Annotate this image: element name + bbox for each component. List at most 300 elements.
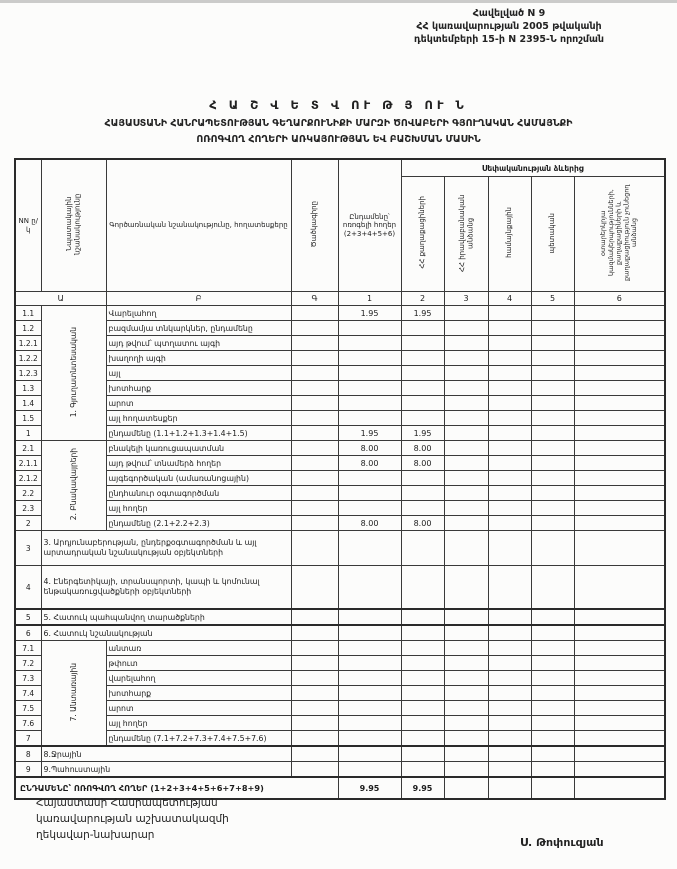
cell-c6 [574,486,665,501]
cell-code [291,731,338,747]
cell-c4 [488,777,531,799]
cell-c6 [574,411,665,426]
table-row [15,471,665,486]
cell-c3 [444,486,488,501]
cell-c5 [531,656,574,671]
cell-c6 [574,351,665,366]
col-letter-b: Բ [106,292,291,306]
header-nn: NN ը/կ [15,159,41,292]
cell-c5 [531,411,574,426]
cell-c6 [574,336,665,351]
appendix-line-1: Հավելված N 9 [472,8,546,19]
row-label: ընդամենը (1.1+1.2+1.3+1.4+1.5) [106,426,291,441]
table-row-subtotal [15,516,665,531]
group-forest-label: 7. Անտառային [69,662,78,722]
header-purpose [41,159,106,292]
cell-c3 [444,336,488,351]
cell-total: 1.95 [338,306,401,321]
cell-c3 [444,441,488,456]
cell-c4 [488,516,531,531]
cell-c5 [531,351,574,366]
cell-c2: 8.00 [401,456,444,471]
cell-c6 [574,516,665,531]
cell-c5 [531,456,574,471]
table-row [15,366,665,381]
table-row [15,701,665,716]
cell-c3 [444,411,488,426]
cell-total [338,351,401,366]
cell-c5 [531,701,574,716]
cell-c5 [531,366,574,381]
group-settlements [41,441,106,531]
row-label: այլ հողեր [106,501,291,516]
cell-c3 [444,456,488,471]
cell-c6 [574,625,665,641]
cell-total [338,396,401,411]
cell-c5 [531,746,574,762]
cell-c4 [488,641,531,656]
cell-c4 [488,686,531,701]
cell-code [291,501,338,516]
row-number: 2.3 [15,501,41,516]
cell-code [291,716,338,731]
cell-code [291,671,338,686]
cell-c2 [401,641,444,656]
cell-c2: 9.95 [401,777,444,799]
cell-c3 [444,501,488,516]
row-label: խոտհարք [106,381,291,396]
cell-c3 [444,531,488,566]
cell-code [291,486,338,501]
row-number: 9 [15,762,41,778]
signatory-line-3: ղեկավար-նախարար [36,828,155,841]
cell-c3 [444,686,488,701]
cell-c4 [488,441,531,456]
cell-c2 [401,396,444,411]
row-number: 1.2 [15,321,41,336]
cell-c6 [574,641,665,656]
cell-c3 [444,396,488,411]
row-number: 3 [15,531,41,566]
cell-c5 [531,531,574,566]
cell-c6 [574,777,665,799]
cell-total [338,625,401,641]
cell-code [291,516,338,531]
cell-c5 [531,321,574,336]
signatory-line-2: կառավարության աշխատակազմի [36,812,229,825]
row-label: այլ հողատեսքեր [106,411,291,426]
cell-total [338,411,401,426]
cell-c5 [531,731,574,747]
cell-c2 [401,411,444,426]
header-ownership-state [531,177,574,292]
header-ownership-community [488,177,531,292]
cell-total [338,731,401,747]
cell-c4 [488,656,531,671]
row-number: 2 [15,516,41,531]
col-number-3: 3 [444,292,488,306]
cell-c3 [444,426,488,441]
col-number-1: 1 [338,292,401,306]
header-ownership-community-label: համայնքային [505,207,514,259]
cell-c5 [531,777,574,799]
row-number: 5 [15,609,41,625]
cell-c3 [444,609,488,625]
header-code [291,159,338,292]
col-number-5: 5 [531,292,574,306]
table-row [15,746,665,762]
cell-code [291,701,338,716]
cell-code [291,456,338,471]
cell-c4 [488,625,531,641]
group-agricultural [41,306,106,441]
table-row [15,306,665,321]
cell-code [291,351,338,366]
row-label: ընդամենը (7.1+7.2+7.3+7.4+7.5+7.6) [106,731,291,747]
cell-code [291,396,338,411]
cell-total [338,381,401,396]
table-row [15,321,665,336]
cell-c3 [444,716,488,731]
cell-code [291,686,338,701]
cell-c4 [488,411,531,426]
header-ownership-citizens-label: ՀՀ քաղաքացիների [418,196,427,270]
header-description: Գործառնական նշանակությունը, հողատեսքերը [106,159,291,292]
cell-c4 [488,671,531,686]
cell-c5 [531,306,574,321]
row-number: 2.2 [15,486,41,501]
cell-c2 [401,336,444,351]
cell-c3 [444,731,488,747]
row-label: 4. Էներգետիկայի, տրանսպորտի, կապի և կոմունալ ենթակառուցվածքների օբյեկտների [41,566,291,610]
cell-c2: 1.95 [401,306,444,321]
cell-c4 [488,531,531,566]
cell-total [338,321,401,336]
row-label: այլ [106,366,291,381]
appendix-line-2: ՀՀ կառավարության 2005 թվականի [416,20,602,32]
cell-c4 [488,321,531,336]
cell-c2 [401,471,444,486]
row-number: 1.2.2 [15,351,41,366]
cell-code [291,336,338,351]
cell-total [338,471,401,486]
row-label: խաղողի այգի [106,351,291,366]
row-number: 4 [15,566,41,610]
cell-code [291,426,338,441]
cell-c4 [488,566,531,610]
cell-total [338,656,401,671]
cell-c6 [574,531,665,566]
cell-c6 [574,731,665,747]
row-label: ընդամենը (2.1+2.2+2.3) [106,516,291,531]
cell-code [291,321,338,336]
cell-code [291,609,338,625]
cell-c2 [401,671,444,686]
table-row [15,351,665,366]
cell-total [338,746,401,762]
cell-c3 [444,366,488,381]
cell-c4 [488,731,531,747]
table-row [15,336,665,351]
cell-c4 [488,396,531,411]
row-label: այլ հողեր [106,716,291,731]
cell-c3 [444,671,488,686]
cell-c2 [401,566,444,610]
row-label: ընդհանուր օգտագործման [106,486,291,501]
table-row [15,671,665,686]
cell-c6 [574,306,665,321]
row-number: 1.3 [15,381,41,396]
header-ownership-foreign [574,177,665,292]
cell-c2 [401,366,444,381]
cell-c6 [574,501,665,516]
cell-c2 [401,609,444,625]
cell-c3 [444,625,488,641]
cell-total [338,609,401,625]
row-number: 1.2.1 [15,336,41,351]
cell-code [291,441,338,456]
cell-c4 [488,471,531,486]
appendix-block [359,8,659,46]
row-number: 2.1.1 [15,456,41,471]
row-label: բազմամյա տնկարկներ, ընդամենը [106,321,291,336]
cell-c4 [488,716,531,731]
table-row [15,641,665,656]
cell-c5 [531,486,574,501]
cell-total: 8.00 [338,456,401,471]
cell-c6 [574,701,665,716]
row-label: այգեգործական (ամառանոցային) [106,471,291,486]
cell-c2 [401,686,444,701]
cell-c6 [574,746,665,762]
cell-total [338,486,401,501]
row-label: խոտհարք [106,686,291,701]
group-forest [41,641,106,747]
row-label: այդ թվում՝ պտղատու այգի [106,336,291,351]
row-label: 9.Պահուստային [41,762,291,778]
header-ownership-citizens [401,177,444,292]
cell-c4 [488,306,531,321]
cell-code [291,411,338,426]
cell-c5 [531,671,574,686]
cell-c5 [531,625,574,641]
cell-c6 [574,426,665,441]
table-row-subtotal [15,731,665,747]
cell-c4 [488,336,531,351]
cell-c6 [574,686,665,701]
cell-c5 [531,716,574,731]
cell-c4 [488,746,531,762]
cell-c4 [488,381,531,396]
cell-c4 [488,701,531,716]
cell-c5 [531,471,574,486]
row-label: անտառ [106,641,291,656]
appendix-line-3: դեկտեմբերի 15-ի N 2395-Ն որոշման [413,33,605,45]
cell-c3 [444,566,488,610]
col-letter-a: Ա [15,292,106,306]
cell-c2 [401,486,444,501]
cell-c2: 1.95 [401,426,444,441]
table-row [15,486,665,501]
column-letters-row [15,292,665,306]
table-row [15,411,665,426]
cell-c6 [574,716,665,731]
cell-c3 [444,321,488,336]
row-number: 7 [15,731,41,747]
cell-c3 [444,471,488,486]
grand-total-label: ԸՆԴԱՄԵՆԸ՝ ՈՌՈԳՎՈՂ ՀՈՂԵՐ (1+2+3+4+5+6+7+8+9) [15,777,338,799]
report-subtitle-2: ՈՌՈԳՎՈՂ ՀՈՂԵՐԻ ԱՌԿԱՅՈՒԹՅԱՆ ԵՎ ԲԱՇԽՄԱՆ ՄԱՍԻՆ [196,134,481,145]
cell-c3 [444,381,488,396]
cell-c6 [574,321,665,336]
cell-total: 9.95 [338,777,401,799]
row-number: 1.2.3 [15,366,41,381]
cell-total [338,686,401,701]
col-number-6: 6 [574,292,665,306]
row-number: 7.2 [15,656,41,671]
cell-c6 [574,441,665,456]
cell-c5 [531,501,574,516]
cell-c6 [574,396,665,411]
cell-c2 [401,716,444,731]
cell-c4 [488,762,531,778]
header-ownership-foreign-label: օտարերկրյա կազմակերպությունների, քաղաքացիների և քաղաքացիություն չունեցող անձանց [598,184,638,282]
col-letter-g: Գ [291,292,338,306]
row-number: 1.4 [15,396,41,411]
cell-c2 [401,762,444,778]
cell-c6 [574,762,665,778]
row-number: 8 [15,746,41,762]
row-label: 5. Հատուկ պահպանվող տարածքների [41,609,291,625]
row-number: 7.6 [15,716,41,731]
cell-c4 [488,366,531,381]
cell-c4 [488,609,531,625]
cell-c2: 8.00 [401,441,444,456]
table-row [15,762,665,778]
cell-c6 [574,671,665,686]
cell-c6 [574,456,665,471]
row-label: արոտ [106,396,291,411]
row-label: բնակելի կառուցապատման [106,441,291,456]
cell-c2 [401,321,444,336]
table-row [15,441,665,456]
cell-c5 [531,566,574,610]
cell-c3 [444,306,488,321]
cell-total [338,336,401,351]
cell-total [338,641,401,656]
cell-total [338,671,401,686]
cell-c5 [531,381,574,396]
cell-code [291,656,338,671]
cell-code [291,641,338,656]
row-number: 1.1 [15,306,41,321]
cell-c2 [401,625,444,641]
cell-c3 [444,641,488,656]
row-number: 2.1 [15,441,41,456]
cell-code [291,471,338,486]
cell-c2: 8.00 [401,516,444,531]
table-row [15,716,665,731]
cell-c5 [531,686,574,701]
row-number: 6 [15,625,41,641]
table-header-row-1 [15,159,665,177]
row-number: 7.5 [15,701,41,716]
cell-c5 [531,426,574,441]
col-number-2: 2 [401,292,444,306]
cell-c3 [444,516,488,531]
report-title: Հ Ա Շ Վ Ե Տ Վ ՈՒ Թ Յ ՈՒ Ն [209,98,468,112]
signatory-block [36,796,229,843]
cell-c3 [444,701,488,716]
cell-code [291,366,338,381]
header-purpose-label: Նպատակային նշանակությունը [65,193,82,255]
cell-c6 [574,566,665,610]
cell-c2 [401,656,444,671]
irrigated-lands-table [14,158,666,800]
cell-c2 [401,381,444,396]
cell-c3 [444,746,488,762]
cell-total [338,716,401,731]
header-total: Ընդամենը՝ ոռոգելի հողեր (2+3+4+5+6) [338,159,401,292]
header-ownership-legal-label: ՀՀ իրավաբանական անձանց [457,194,474,272]
cell-c5 [531,441,574,456]
row-label: այդ թվում՝ տնամերձ հողեր [106,456,291,471]
cell-code [291,306,338,321]
row-label: արոտ [106,701,291,716]
table-row [15,686,665,701]
cell-total [338,366,401,381]
cell-c6 [574,656,665,671]
table-row [15,566,665,610]
table-row [15,531,665,566]
row-number: 7.4 [15,686,41,701]
table-row-subtotal [15,426,665,441]
signatory-line-1: Հայաստանի Հանրապետության [36,797,218,809]
group-agricultural-label: 1. Գյուղատնտեսական [69,326,78,418]
cell-c5 [531,641,574,656]
row-number: 1 [15,426,41,441]
cell-code [291,531,338,566]
table-row [15,625,665,641]
cell-c3 [444,656,488,671]
cell-c6 [574,471,665,486]
cell-c6 [574,366,665,381]
cell-c4 [488,426,531,441]
cell-code [291,566,338,610]
cell-c5 [531,609,574,625]
cell-c2 [401,501,444,516]
cell-total [338,531,401,566]
row-number: 7.3 [15,671,41,686]
row-label: 6. Հատուկ նշանակության [41,625,291,641]
cell-c2 [401,746,444,762]
cell-c4 [488,456,531,471]
cell-c5 [531,516,574,531]
cell-c2 [401,351,444,366]
cell-c5 [531,762,574,778]
cell-c4 [488,486,531,501]
cell-c5 [531,336,574,351]
row-number: 2.1.2 [15,471,41,486]
signature-name: Ս. Թոփուզյան [520,836,604,849]
table-row [15,396,665,411]
row-number: 7.1 [15,641,41,656]
cell-c3 [444,351,488,366]
cell-total: 1.95 [338,426,401,441]
cell-c2 [401,701,444,716]
cell-total [338,762,401,778]
cell-c6 [574,381,665,396]
